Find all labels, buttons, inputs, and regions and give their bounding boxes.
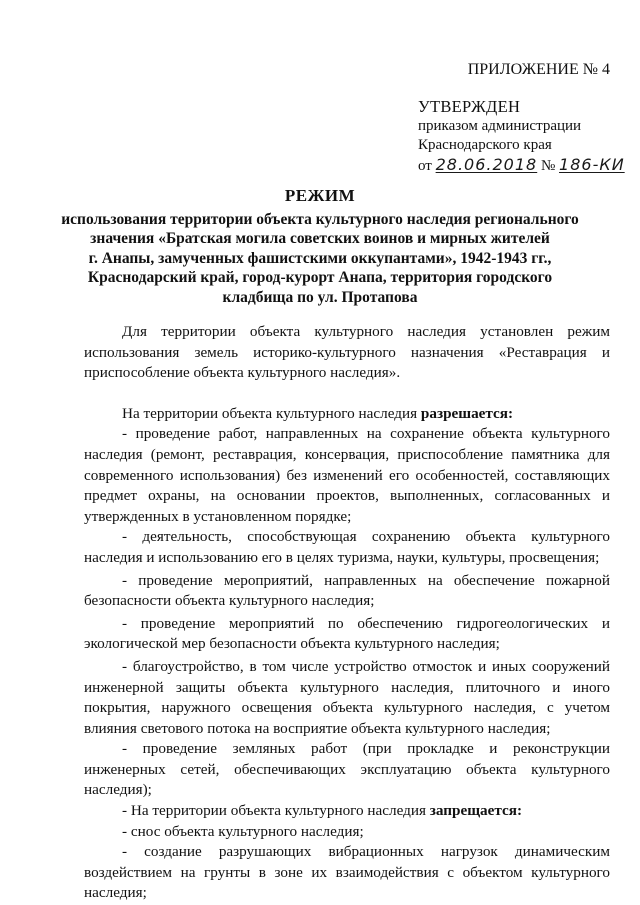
allowed-heading <box>84 404 610 425</box>
allowed-item: - благоустройство, в том числе устройство отмосток и иных сооружений инженерной защиты объекта культурного наследия, плиточного и иного покрытия, наружного освещения объекта культурного наследия, с учетом влияния светового потока на восприятие объекта культурного наследия; <box>84 657 610 737</box>
approval-line-1: приказом администрации <box>418 118 582 134</box>
appendix-label: ПРИЛОЖЕНИЕ № 4 <box>467 61 610 78</box>
document-heading <box>60 186 580 308</box>
handwritten-number: 186-КИ <box>559 155 625 174</box>
intro-paragraph: Для территории объекта культурного наследия установлен режим использования земель историко-культурного назначения «Реставрация и приспособление объекта культурного наследия». <box>84 323 610 382</box>
forbidden-word: запрещается: <box>429 802 523 820</box>
allowed-item: - проведение земляных работ (при прокладке и реконструкции инженерных сетей, обеспечивающих эксплуатацию объекта культурного наследия); <box>84 740 610 799</box>
document-body <box>84 322 610 904</box>
allowed-item: - деятельность, способствующая сохранению объекта культурного наследия и использованию его в целях туризма, науки, культуры, просвещения; <box>84 528 610 566</box>
heading-line-5: кладбища по ул. Протапова <box>222 288 418 306</box>
number-prefix: № <box>540 158 556 174</box>
date-prefix: от <box>418 158 432 174</box>
heading-title: РЕЖИМ <box>284 186 356 205</box>
approval-line-2: Краснодарского края <box>418 137 552 153</box>
approval-date-number <box>418 155 628 176</box>
forbidden-item: - создание разрушающих вибрационных нагрузок динамическим воздействием на грунты в зоне их взаимодействия с объектом культурного наследия; <box>84 843 610 902</box>
forbidden-heading <box>84 801 610 822</box>
heading-line-4: Краснодарский край, город-курорт Анапа, территория городского <box>87 269 553 287</box>
forbidden-lead: - На территории объекта культурного наследия <box>122 802 426 820</box>
allowed-lead: На территории объекта культурного наследия <box>122 404 418 422</box>
allowed-word: разрешается: <box>420 404 514 422</box>
allowed-item: - проведение мероприятий, направленных на обеспечение пожарной безопасности объекта культурного наследия; <box>84 571 610 610</box>
heading-line-2: значения «Братская могила советских воинов и мирных жителей <box>90 230 550 248</box>
heading-line-1: использования территории объекта культурного наследия регионального <box>61 210 579 228</box>
allowed-item: - проведение работ, направленных на сохранение объекта культурного наследия (ремонт, реставрация, консервация, приспособление памятника для современного использования) без изменений его особенностей, составляющих предмет охраны, на основании проектов, выполненных, согласованных и утвержденных в установленном порядке; <box>84 425 610 525</box>
handwritten-date: 28.06.2018 <box>435 155 538 174</box>
forbidden-item: - снос объекта культурного наследия; <box>122 822 364 840</box>
allowed-item: - проведение мероприятий по обеспечению гидрогеологических и экологической мер безопасности объекта культурного наследия; <box>84 614 610 653</box>
approval-block <box>418 97 628 176</box>
heading-line-3: г. Анапы, замученных фашистскими оккупантами», 1942-1943 гг., <box>88 249 552 267</box>
approval-title: УТВЕРЖДЕН <box>418 97 521 116</box>
